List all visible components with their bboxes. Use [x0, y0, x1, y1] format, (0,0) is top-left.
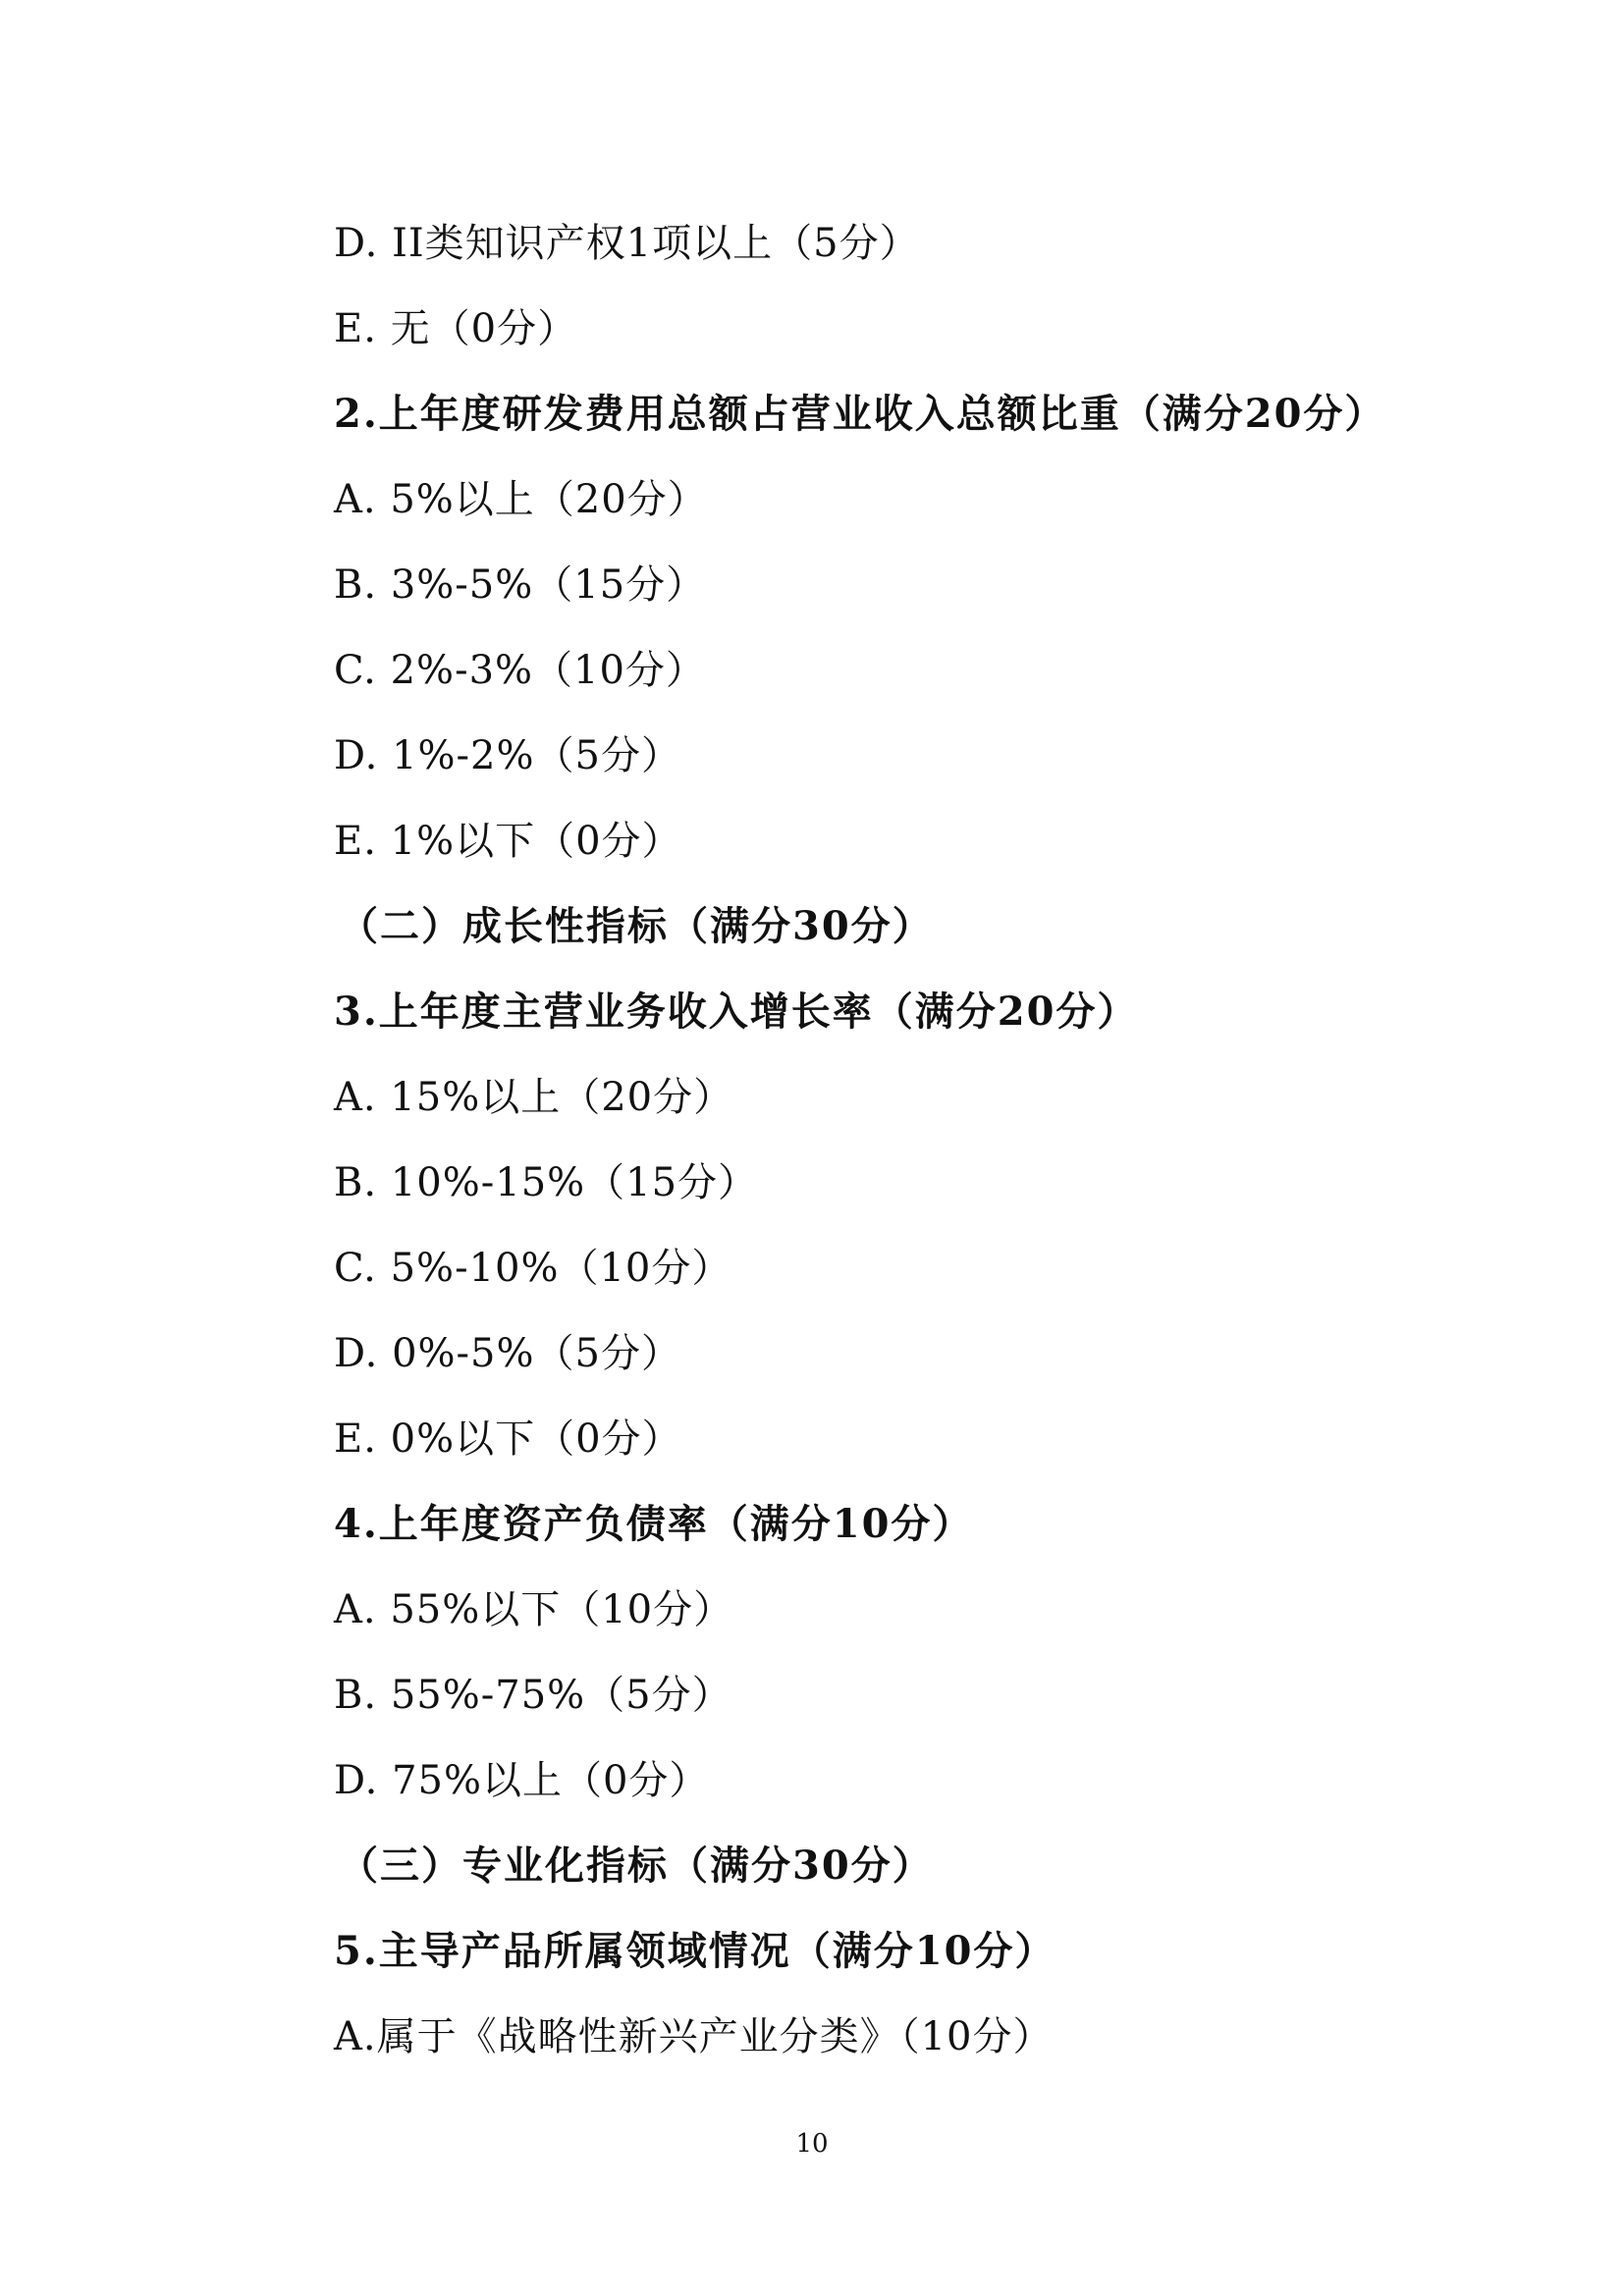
question-heading: 3.上年度主营业务收入增长率（满分20分） [334, 988, 1139, 1035]
option-line: B. 55%-75%（5分） [334, 1673, 732, 1718]
option-line: D. II类知识产权1项以上（5分） [334, 221, 920, 266]
question-heading: 2.上年度研发费用总额占营业收入总额比重（满分20分） [334, 391, 1386, 437]
option-line: B. 3%-5%（15分） [334, 562, 707, 608]
section-heading: （二）成长性指标（满分30分） [339, 903, 934, 949]
option-line: A. 55%以下（10分） [334, 1587, 734, 1632]
option-line: C. 5%-10%（10分） [334, 1246, 732, 1291]
option-line: C. 2%-3%（10分） [334, 648, 706, 693]
option-line: A. 5%以上（20分） [334, 477, 708, 522]
option-line: B. 10%-15%（15分） [334, 1160, 759, 1205]
option-line: E. 0%以下（0分） [334, 1416, 682, 1462]
option-line: E. 无（0分） [334, 306, 578, 351]
option-line: A. 15%以上（20分） [334, 1075, 734, 1120]
section-heading: （三）专业化指标（满分30分） [339, 1842, 934, 1889]
option-line: E. 1%以下（0分） [334, 819, 682, 864]
question-heading: 4.上年度资产负债率（满分10分） [334, 1501, 974, 1547]
option-line: A.属于《战略性新兴产业分类》（10分） [334, 2014, 1054, 2059]
option-line: D. 0%-5%（5分） [334, 1331, 681, 1376]
option-line: D. 75%以上（0分） [334, 1758, 710, 1803]
option-line: D. 1%-2%（5分） [334, 733, 681, 778]
page-number: 10 [795, 2129, 829, 2159]
question-heading: 5.主导产品所属领域情况（满分10分） [334, 1928, 1056, 1974]
